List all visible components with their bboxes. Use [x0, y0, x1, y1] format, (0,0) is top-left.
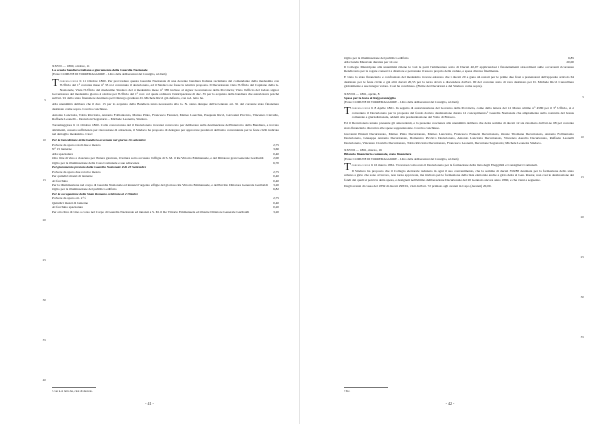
ledger-label: Per la benedizione della bandiera avvenuta nel giorno 16 settembre — [52, 138, 146, 143]
document-source: (Fonte: COMUNE DI TORREMAGGIORE – Libro delle deliberazioni del Consiglio, ad diem) — [344, 100, 459, 105]
left-text-column — [52, 64, 279, 214]
ledger-amount: 6,70 — [273, 160, 279, 165]
line-number: 5 — [582, 95, 584, 99]
ledger-amount: 0,40 — [273, 151, 279, 156]
ledger-label: Per la illuminazione nel corpo di Guardia Nazionale ed innanzi l'argento effigie del glorioso Re Vittorio Emmanuele, e dell'invitto Dittatore Generale Garibaldi — [52, 182, 268, 187]
right-page — [300, 0, 600, 424]
paragraph-text: li 8 Aprile 1861. In seguito di autorizzazione del Governo della Provincia, come dalla lettera del 12 Marzo ultimo n° 4580 per il 3° Ufficio, si è convenuto il Decurionato per la proposta del fondo dovuto destinazione durata 12 concepimento.¹ Guardia Nazionale che ampiamente sulla costruita del bonus comunale e giurisdizionale, addetti alla predestinazione del Volto di Briosco. — [351, 106, 574, 120]
ledger-amount: 0,40 — [273, 174, 279, 179]
paragraph: Dagli avanzi di cassa del 1859 di ducati 298/01, visti dall'art. 72 primato agli avanzi in Capo (Avanzi) 20,00. — [344, 183, 492, 188]
document-source: (Fonte: COMUNE DI TORREMAGGIORE – Libro delle deliberazioni del Consiglio, ad diem) — [344, 156, 459, 161]
ledger-amount: 6,85 — [568, 56, 574, 60]
ledger-amount: 3,60 — [273, 147, 279, 152]
place-name: orremaggiore — [351, 106, 371, 111]
ledger-amount: 6,82 — [273, 187, 279, 192]
ledger-label: Al facchino spazzature — [52, 205, 84, 210]
ledger-amount: 2,75 — [273, 196, 279, 201]
line-number: 25 — [580, 255, 584, 259]
expense-ledger — [52, 138, 279, 214]
ledger-row — [52, 210, 279, 214]
line-number: 30 — [580, 295, 584, 299]
ledger-amount: 3,20 — [273, 182, 279, 187]
ledger-label: Alla spazzatura — [52, 151, 73, 156]
line-number: 15 — [42, 178, 46, 182]
paragraph: Ed il Decurionato tenuto presente gli antecedenti, e la presente coscienza alla unanimità delibera che detta somma di ducati 12 sia rinomato dall'art.no 68 pel corrente stato finanziario discarica alle spese sopprennotate. Così ha conchiuso. — [344, 121, 574, 130]
ledger-label: Per quindici mazzi di lanterne — [52, 174, 93, 179]
ledger-label: Quindici mazzi di lanterne — [52, 200, 89, 205]
drop-cap: T — [344, 104, 351, 117]
line-number: 5 — [44, 98, 46, 102]
footnote-block — [52, 383, 279, 394]
line-number: 35 — [42, 338, 46, 342]
paragraph-text: li 16 marzo 1861. Trovatosi convocato il Decurionato per la formazione della lista degli Eleggibili e Consiglieri Comunali. — [371, 162, 538, 167]
paragraph: E visto lo stato finanziario e confrontato del medesimo trovare esistono che i ducati 20 e gana 44 restati per le prime due frasi a pretensioni dell'apposite articolo 64 destinato per le feste civile e già altri ducati 20,53 per la terza dovrà a discendere dall'art. 90 del corrente stato di vera destinato per D. Michele Ricci Cancelliere globalmente e sue integre valore. Così ha conchiuso. (Firme dei Decurioni e del Sindaco come sopra). — [344, 75, 574, 89]
ledger-label: Otto litre di vino a ciascuno per l'intera giornata, il lettura sotto accusato l'effigie di S. M. il Re Vittorio Emmanuele, e del Dittatore gran Generale Garibaldi — [52, 156, 264, 161]
line-number: 10 — [42, 138, 46, 142]
ledger-label: Per otto litre di vino a corso nel Corpo di Guardia Nazionale ed innanzi a S. M. il Re Vittorio Emmanuele ed illustre Dittatore Generale Garibaldi — [52, 209, 250, 214]
drop-cap: T — [52, 77, 59, 90]
footnote-block — [344, 383, 574, 394]
line-number: 30 — [42, 298, 46, 302]
page-number: - 41 - — [145, 401, 154, 406]
paragraph-text: li 11 Ottobre 1860. Per provvedere questa Guardia Nazionale di una decente bandiera Italiana reclamata dal comandante della medesima con l'Ufficio del 1° corrente mese n° 33 si è convenuto il decurionato, ed il Sindaco ne fosse la relativa proposta. Il Decurionato visto l'Ufficio del Capitano della G. Nazionale, Vista l'Ufficio del medesimo Sindaco del 4 medesimo mese n° 385 incluso al signor Governatore della Provincia; Visto l'ufficio del lodato signor Governatore del medesimo giorno 4 ottobre per l'Ufficio del 1° corr. col quale ordinava l'anticipazione di duc. 35 per lo acquisto della bandiera che autorizzava poiché sull'art. 91 dello stato finanziere destinato pel Chirurgo graduato D. Michele Ricci già defunto, con n.d. letto ha. — [52, 78, 279, 101]
footnote: ¹ Sic. — [344, 389, 351, 394]
ledger-label: Oglio per la illuminazione del pubblico edifizio — [344, 56, 409, 60]
ledger-amount: 0,20 — [273, 205, 279, 210]
line-number: 25 — [42, 258, 46, 262]
line-number: 10 — [580, 135, 584, 139]
paragraph: Giovanni Pinzuti Decurionato, Matteo Pinto Decurionato, Matteo Lanciotta, Francesco Fanuzzi Decurionato, Oreste Titomane Decurionato, Antonio Folliantonio Decurionato, Giuseppe Antonio Decurionato, Domenico Piccirro Decurionato, Antonio Lanciotta Decurionato, Vincenzo Aurelio Decurionato, Raffaele Leonelli Decurionato, Vincenzo Ciavullo Decurionato, Tobia Ricciotta Decurionato, Francesco Leonetti, Decurione Segretario; Michele Leonetta Sindaco. — [344, 131, 574, 145]
drop-cap: T — [344, 161, 351, 174]
ledger-label: Polvere da sparo ott. 2 ½ — [52, 196, 86, 201]
document-title: Bilancio finanziario comunale, stato finanziere — [344, 152, 412, 157]
place-name: orremaggiore — [351, 162, 371, 167]
line-number: 35 — [580, 335, 584, 339]
document-source: (Fonte: COMUNE DI TORREMAGGIORE – Libro delle deliberazioni del Consiglio, ad diem) — [52, 72, 167, 77]
paragraph: Antonio Lanciotta, Tobia Ricciotta, Antonio Folliantonio, Matteo Pinto, Francesco Fanuzzi, Matteo Laerchia, Pasquale Ricci, Giovanni Piccirro, Vincenzo Ciavullo, Raffaele Leonelli – Decurioni Segretario – Michele Leonetta, Sindaco. — [52, 112, 279, 122]
paragraph — [344, 106, 574, 119]
ledger-amount: 2,75 — [273, 169, 279, 174]
paragraph: Il Sindaco ha proposto che il Collegio elettorale radunato in ogni il suo convenimento, che la somma di ducati 359/88 destinata per la formazione dello stato urbano a girio che sono al lavoro, non torna approvata, ma invitato pei le formazione della lista elettorale anche a girio detta al Gen. Rastor, non cosi le destinazione dei fondi dai quali si potrà la detta spesa, e designati nell'ultimo deliberazione Decurionale del 20 Gennaio ancora anno 1860, e che vieni e seguente. — [344, 168, 574, 182]
ledger-label: Polvere da sparo due rotoli e mezzo — [52, 169, 101, 174]
document-heading: XXVII — 1860, ottobre, 11 — [52, 64, 90, 68]
ledger-label: Pel giuramento prestato dalla Guardia Nazionale il di 23 Settembre — [52, 165, 147, 170]
document-heading: XXVIII — 1861, aprile, 8 — [344, 91, 380, 96]
document-rubric — [344, 92, 574, 105]
right-text-column — [344, 56, 574, 190]
line-number: 20 — [580, 215, 584, 219]
ledger-label: Alla banda Musicale durante per 14 ore — [344, 60, 398, 65]
page-number: - 42 - — [445, 401, 455, 406]
ledger-label: Per la occupazione della Stato Romano celebrata al 2 Ottobre — [52, 191, 138, 196]
ledger-label: Oglio per la illuminazione del pubblico edifizio — [52, 187, 117, 192]
document-rubric — [344, 148, 574, 161]
paragraph — [52, 79, 279, 101]
line-number: 15 — [580, 175, 584, 179]
document-title: Spese per la festa al Re(garante)glio — [344, 95, 396, 100]
paragraph: Il Collegio Municipale alla unanimità ritiene le voti le parti l'ammontare sotto di Ducati 40,97 applicandosi i finanziamenti straordinari sulle occorrenti ricorrenze Rendiconto per la rogate conservi a direttore e pervenute il tesoro proprio della cadute, e spesa diversa finalmente. — [344, 64, 574, 74]
line-number: 40 — [42, 378, 46, 382]
ledger-label: N° 15 lanterne — [52, 147, 72, 152]
ledger-amount: 3,20 — [273, 209, 279, 214]
ledger-amount: 2,00 — [273, 156, 279, 161]
expense-ledger — [344, 56, 574, 65]
ledger-label: Oglio per la illuminazione della Casa Comunale e sue adiacenze — [52, 160, 140, 165]
ledger-amount: 0,40 — [273, 200, 279, 205]
ledger-label: Al facchino — [52, 178, 68, 183]
ledger-label: Polvere da sparo rotoli due e mezzo — [52, 142, 101, 147]
ledger-amount: 20,00 — [566, 60, 574, 65]
ledger-amount: 2,75 — [273, 142, 279, 147]
paragraph: Torremaggiore li 11 Ottobre 1860. Colla concorrenza del il Decurionato trovansi convocato per deliberare sulla destinazione dell'interrotto della Bandiera, e trovato altrimenti, cessata sufficienza per riscossione di attrezzate, il Sindaco ha proposto di delegare per approvare predatori dell'esito conveniente per le feste civili indicate nel dettaglio medesimo. Cioè: — [52, 123, 279, 137]
footnote: ¹ con n.d. letto ha, cioè di decreto. — [52, 389, 93, 394]
document-title: La scuola bandiera italiana e giuramento della Guardia Nazionale — [52, 68, 148, 73]
paragraph: Alla unanimità delibera che il duc. 15 per lo acquisto della Bandiera tanto necessaria alla G. N. siano dunque dall'accennato art. 91 del corrente stato finanziere destinato come sopra. Così ha conchiuso. — [52, 102, 279, 111]
line-number: 20 — [42, 218, 46, 222]
document-rubric — [52, 64, 279, 77]
ledger-amount: 0,40 — [273, 178, 279, 183]
footnote-separator — [344, 387, 388, 388]
footnote-separator — [52, 387, 96, 388]
document-heading: XXVIII — 1861, marzo, 16 — [344, 148, 382, 153]
paragraph — [344, 161, 574, 174]
place-name: orremaggiore — [59, 78, 79, 83]
